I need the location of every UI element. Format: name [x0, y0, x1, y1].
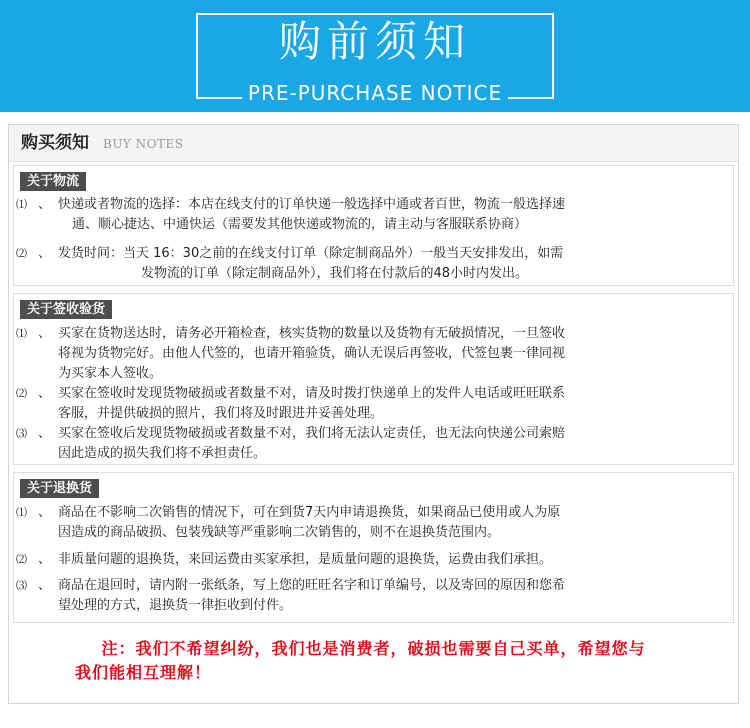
- item-number: ⑴: [16, 198, 27, 211]
- item-number: ⑶: [16, 427, 27, 440]
- item-text-line: 快递或者物流的选择：本店在线支付的订单快递一般选择中通或者百世，物流一般选择速: [58, 197, 566, 212]
- item-number: ⑴: [16, 506, 27, 519]
- item-number: ⑴: [16, 327, 27, 340]
- item-separator: 、: [38, 386, 52, 401]
- item-text-line: 为买家本人签收。: [58, 366, 163, 381]
- item-separator: 、: [38, 246, 52, 261]
- section-returns: [13, 472, 734, 623]
- item-text-line: 发货时间：当天 16：30之前的在线支付订单（除定制商品外）一般当天安排发出，如需: [58, 246, 564, 261]
- buy-notes-card: [8, 124, 739, 704]
- closing-note-line2: 我们能相互理解！: [75, 663, 212, 682]
- item-separator: 、: [38, 552, 52, 567]
- item-text-line: 通、顺心捷达、中通快运（需要发其他快递或物流的，请主动与客服联系协商）: [72, 217, 528, 232]
- card-title-en: BUY NOTES: [103, 137, 184, 151]
- item-separator: 、: [38, 197, 52, 212]
- header-banner: [0, 0, 750, 112]
- item-text-line: 望处理的方式，退换货一律拒收到付件。: [58, 598, 293, 613]
- item-text-line: 发物流的订单（除定制商品外），我们将在付款后的48小时内发出。: [141, 266, 529, 281]
- section-logistics: [13, 165, 734, 286]
- item-text-line: 客服，并提供破损的照片，我们将及时跟进并妥善处理。: [58, 406, 384, 421]
- item-separator: 、: [38, 578, 52, 593]
- item-text-line: 因造成的商品破损、包装残缺等严重影响二次销售的，则不在退换货范围内。: [58, 525, 501, 540]
- banner-subtitle-text: PRE-PURCHASE NOTICE: [242, 81, 508, 105]
- section-receipt-inspection: [13, 293, 734, 465]
- item-text-line: 买家在货物送达时，请务必开箱检查，核实货物的数量以及货物有无破损情况，一旦签收: [58, 326, 566, 341]
- item-text-line: 非质量问题的退换货，来回运费由买家承担，是质量问题的退换货，运费由我们承担。: [58, 552, 553, 567]
- item-text-line: 因此造成的损失我们将不承担责任。: [58, 446, 267, 461]
- item-text-line: 商品在不影响二次销售的情况下，可在到货7天内申请退换货，如果商品已使用或人为原: [58, 505, 561, 520]
- card-title: 购买须知: [21, 133, 89, 153]
- item-number: ⑵: [16, 553, 27, 566]
- banner-subtitle: [0, 80, 750, 106]
- section-tag: 关于退换货: [20, 479, 99, 498]
- banner-title: 购前须知: [278, 17, 471, 66]
- item-separator: 、: [38, 505, 52, 520]
- item-separator: 、: [38, 326, 52, 341]
- item-text-line: 将视为货物完好。由他人代签的，也请开箱验货，确认无误后再签收，代签包裹一律同视: [58, 346, 566, 361]
- item-separator: 、: [38, 426, 52, 441]
- item-text-line: 买家在签收后发现货物破损或者数量不对，我们将无法认定责任，也无法向快递公司索赔: [58, 426, 566, 441]
- closing-note-line1: 注：我们不希望纠纷，我们也是消费者，破损也需要自己买单，希望您与: [101, 639, 646, 658]
- section-tag: 关于物流: [20, 172, 86, 191]
- item-number: ⑵: [16, 387, 27, 400]
- item-text-line: 商品在退回时，请内附一张纸条，写上您的旺旺名字和订单编号，以及寄回的原因和您希: [58, 578, 566, 593]
- item-text-line: 买家在签收时发现货物破损或者数量不对，请及时拨打快递单上的发件人电话或旺旺联系: [58, 386, 566, 401]
- item-number: ⑶: [16, 579, 27, 592]
- card-header: [9, 125, 738, 162]
- section-tag: 关于签收验货: [20, 300, 112, 319]
- item-number: ⑵: [16, 247, 27, 260]
